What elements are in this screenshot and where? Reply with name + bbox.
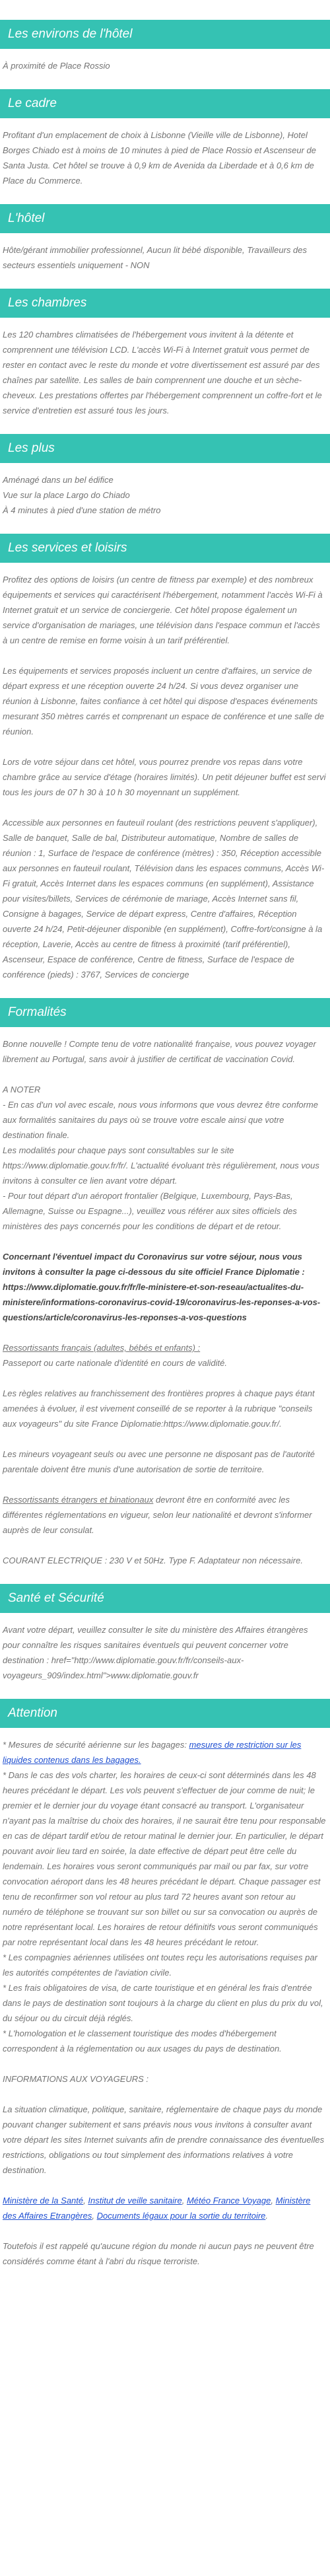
section-formalites — [0, 998, 330, 1568]
links-end-punctuation: . — [265, 2211, 269, 2221]
attention-bullet-luggage — [3, 1737, 326, 1768]
travellers-info-heading: INFORMATIONS AUX VOYAGEURS : — [3, 2074, 149, 2084]
section-title-attention: Attention — [0, 1699, 330, 1728]
link-ministere-sante[interactable]: Ministère de la Santé — [3, 2196, 84, 2205]
section-body-hotel — [0, 242, 330, 273]
section-body-plus — [0, 472, 330, 518]
french-nationals-label: Ressortissants français (adultes, bébés et enfants) : — [3, 1343, 201, 1353]
link-institut-veille-sanitaire[interactable]: Institut de veille sanitaire — [88, 2196, 182, 2205]
section-chambres — [0, 289, 330, 418]
formalites-note-line: - Pour tout départ d'un aéroport frontalier (Belgique, Luxembourg, Pays-Bas, Allemagne, Suisse ou Espagne...), veuillez vous référer aux sites officiels des ministères des pays concernés pour les conditions de départ et de retour. — [3, 1191, 297, 1231]
section-body-attention — [0, 1737, 330, 2269]
services-paragraph: Les équipements et services proposés incluent un centre d'affaires, un service de départ express et une réception ouverte 24 h/24. Si vous devez organiser une réunion à Lisbonne, faites confiance à cet hôtel qui dispose d'espaces événements mesurant 350 mètres carrés et comprenant un espace de conférence et une salle de réunion. — [3, 666, 325, 736]
section-services — [0, 534, 330, 982]
attention-bullets — [3, 1737, 326, 2056]
formalites-intro: Bonne nouvelle ! Compte tenu de votre nationalité française, vous pouvez voyager librement au Portugal, sans avoir à justifier de certificat de vaccination Covid. — [3, 1039, 316, 1064]
plus-item: Aménagé dans un bel édifice — [3, 475, 114, 485]
link-separator: , — [83, 2196, 88, 2205]
formalites-electricity: COURANT ELECTRIQUE : 230 V et 50Hz. Type F. Adaptateur non nécessaire. — [3, 1556, 303, 1565]
formalites-french-nationals — [3, 1340, 326, 1371]
section-sante — [0, 1584, 330, 1683]
section-body-chambres — [0, 327, 330, 418]
services-paragraph: Profitez des options de loisirs (un centre de fitness par exemple) et des nombreux équipements et services qui caractérisent l'hébergement, notamment l'accès Wi-Fi à Internet gratuit et un service de conciergerie. Cet hôtel propose également un service d'organisation de mariages, une télévision dans l'espace commun et l'accès à un centre de remise en forme voisin à un tarif préférentiel. — [3, 575, 323, 645]
terrorism-notice: Toutefois il est rappelé qu'aucune région du monde ni aucun pays ne peuvent être considérés comme étant à l'abri du risque terroriste. — [3, 2241, 314, 2266]
section-title-sante: Santé et Sécurité — [0, 1584, 330, 1613]
french-nationals-text: Passeport ou carte nationale d'identité en cours de validité. — [3, 1358, 227, 1368]
section-attention — [0, 1699, 330, 2269]
chambres-text: Les 120 chambres climatisées de l'hébergement vous invitent à la détente et comprennent une télévision LCD. L'accès Wi-Fi à Internet gratuit vous permet de rester en contact avec le reste du monde et votre divertissement est assuré par des chaînes par satellite. Les salles de bain comprennent une douche et un sèche-cheveux. Les prestations offertes par l'hébergement comprennent un coffre-fort et le service d'entretien est assuré tous les jours. — [3, 330, 322, 415]
section-title-cadre: Le cadre — [0, 89, 330, 118]
section-body-environs — [0, 58, 330, 73]
section-plus — [0, 434, 330, 518]
attention-bullet: * Les frais obligatoires de visa, de carte touristique et en général les frais d'entrée dans le pays de destination sont toujours à la charge du client en plus du prix du vol, du séjour ou du circuit déjà réglés. — [3, 1983, 323, 2023]
link-documents-sortie-territoire[interactable]: Documents légaux pour la sortie du territoire — [96, 2211, 266, 2221]
formalites-foreign-nationals — [3, 1492, 326, 1538]
foreign-nationals-text: devront être en conformité avec les différentes réglementations en vigueur, selon leur nationalité et devront s'informer auprès de leur consulat. — [3, 1495, 312, 1535]
section-environs — [0, 20, 330, 73]
travellers-info-text: La situation climatique, politique, sanitaire, réglementaire de chaque pays du monde pouvant changer subitement et sans préavis nous vous invitons à consulter avant votre départ les sites Internet suivants afin de prendre connaissance des éventuelles restrictions, obligations ou tout simplement des informations relatives à votre destination. — [3, 2104, 325, 2175]
section-body-sante — [0, 1622, 330, 1683]
formalites-minors: Les mineurs voyageant seuls ou avec une personne ne disposant pas de l'autorité parentale doivent être munis d'une autorisation de sortie de territoire. — [3, 1449, 315, 1474]
section-title-chambres: Les chambres — [0, 289, 330, 318]
link-meteo-france-voyage[interactable]: Météo France Voyage — [186, 2196, 271, 2205]
cadre-text: Profitant d'un emplacement de choix à Lisbonne (Vieille ville de Lisbonne), Hotel Borges Chiado est à moins de 10 minutes à pied de Place Rossio et Ascenseur de Santa Justa. Cet hôtel se trouve à 0,9 km de Avenida da Liberdade et à 0,6 km de Place du Commerce. — [3, 130, 317, 186]
hotel-text: Hôte/gérant immobilier professionnel, Aucun lit bébé disponible, Travailleurs des secteurs essentiels uniquement - NON — [3, 245, 308, 270]
formalites-note-line: - En cas d'un vol avec escale, nous vous informons que vous devrez être conforme aux formalités sanitaires du pays où se trouve votre escale ainsi que votre destination finale. — [3, 1100, 318, 1140]
attention-bullet: * L'homologation et le classement touristique des modes d'hébergement correspondent à la réglementation ou aux usages du pays de destination. — [3, 2028, 282, 2054]
section-title-services: Les services et loisirs — [0, 534, 330, 563]
section-title-plus: Les plus — [0, 434, 330, 463]
plus-item: À 4 minutes à pied d'une station de métro — [3, 505, 161, 515]
section-title-hotel: L'hôtel — [0, 204, 330, 233]
section-title-environs: Les environs de l'hôtel — [0, 20, 330, 49]
link-separator: , — [92, 2211, 97, 2221]
attention-bullet: * Dans le cas des vols charter, les horaires de ceux-ci sont déterminés dans les 48 heures précédant le départ. Les vols peuvent s'effectuer de jour comme de nuit; le premier et le dernier jour du voyage étant consacré au transport. L'organisateur n'ayant pas la maîtrise du choix des horaires, il ne saurait être tenu pour responsable en cas de départ tardif et/ou de retour matinal le dernier jour. En particulier, le départ pouvant avoir lieu tard en soirée, la date effective de départ peut être celle du lendemain. Les horaires vous seront communiqués par mail ou par fax, sur votre convocation aéroport dans les 48 heures précédant le départ. Chaque passager est tenu de reconfirmer son vol retour au plus tard 72 heures avant son retour au numéro de téléphone se trouvant sur son billet ou sur sa convocation ou auprès de notre représentant local. Les horaires de retour définitifs vous seront communiqués par notre représentant local dans les 48 heures précédant le retour. — [3, 1770, 326, 1947]
formalites-border-rules: Les règles relatives au franchissement des frontières propres à chaque pays étant amenées à évoluer, il est vivement conseillé de se reporter à la rubrique "conseils aux voyageurs" du site France Diplomatie:https://www.diplomatie.gouv.fr/. — [3, 1388, 315, 1429]
formalites-note-line: Les modalités pour chaque pays sont consultables sur le site https://www.diplomatie.gouv.fr/fr/. L'actualité évoluant très régulièrement, nous vous invitons à consulter ce lien avant votre départ. — [3, 1145, 319, 1186]
section-body-formalites — [0, 1036, 330, 1568]
sante-text: Avant votre départ, veuillez consulter le site du ministère des Affaires étrangères pour connaître les risques sanitaires éventuels qui peuvent concerner votre destination : href="http://www.diplomatie.gouv.fr/fr/conseils-aux-voyageurs_909/index.html">www.diplomatie.gouv.fr — [3, 1625, 308, 1680]
link-ministere-affaires-etrangeres[interactable]: Ministère des Affaires Etrangères — [3, 2196, 311, 2221]
services-paragraph: Lors de votre séjour dans cet hôtel, vous pourrez prendre vos repas dans votre chambre grâce au service d'étage (horaires limités). Un petit déjeuner buffet est servi tous les jours de 07 h 30 à 10 h 30 moyennant un supplément. — [3, 757, 326, 797]
link-separator: , — [271, 2196, 276, 2205]
link-separator: , — [182, 2196, 187, 2205]
attention-bullet: * Les compagnies aériennes utilisées ont toutes reçu les autorisations requises par les autorités compétentes de l'aviation civile. — [3, 1952, 317, 1978]
luggage-prefix: * Mesures de sécurité aérienne sur les bagages: — [3, 1740, 189, 1750]
formalites-note-block — [3, 1082, 326, 1234]
official-links — [3, 2193, 326, 2223]
formalites-coronavirus-notice: Concernant l'éventuel impact du Coronavirus sur votre séjour, nous vous invitons à consulter la page ci-dessous du site officiel France Diplomatie : https://www.diplomatie.gouv.fr/fr/le-ministere-et-son-reseau/actualites-du-ministere/informations-coronavirus-covid-19/coronavirus-les-reponses-a-vos-questions/article/coronavirus-les-reponses-a-vos-questions — [3, 1252, 321, 1322]
section-body-cadre — [0, 127, 330, 188]
foreign-nationals-label: Ressortissants étrangers et binationaux — [3, 1495, 154, 1505]
plus-list — [3, 472, 326, 518]
liquids-restriction-link[interactable]: mesures de restriction sur les liquides contenus dans les bagages. — [3, 1740, 302, 1765]
section-title-formalites: Formalités — [0, 998, 330, 1027]
plus-item: Vue sur la place Largo do Chiado — [3, 490, 130, 500]
services-amenities-list: Accessible aux personnes en fauteuil roulant (des restrictions peuvent s'appliquer), Salle de banquet, Salle de bal, Distributeur automatique, Nombre de salles de réunion : 1, Surface de l'espace de conférence (mètres) : 350, Réception accessible aux personnes en fauteuil roulant, Télévision dans les espaces communs, Accès Wi-Fi gratuit, Accès Internet dans les espaces communs (en supplément), Assistance pour visites/billets, Services de cérémonie de mariage, Accès Internet sans fil, Consigne à bagages, Service de départ express, Centre d'affaires, Réception ouverte 24 h/24, Petit-déjeuner disponible (en supplément), Coffre-fort/consigne à la réception, Laverie, Accès au centre de fitness à proximité (tarif préférentiel), Ascenseur, Espace de conférence, Centre de fitness, Surface de l'espace de conférence (pieds) : 3767, Services de concierge — [3, 818, 325, 980]
section-hotel — [0, 204, 330, 273]
environs-text: À proximité de Place Rossio — [3, 61, 110, 71]
formalites-note-heading: A NOTER — [3, 1085, 41, 1094]
section-body-services — [0, 572, 330, 982]
section-cadre — [0, 89, 330, 188]
